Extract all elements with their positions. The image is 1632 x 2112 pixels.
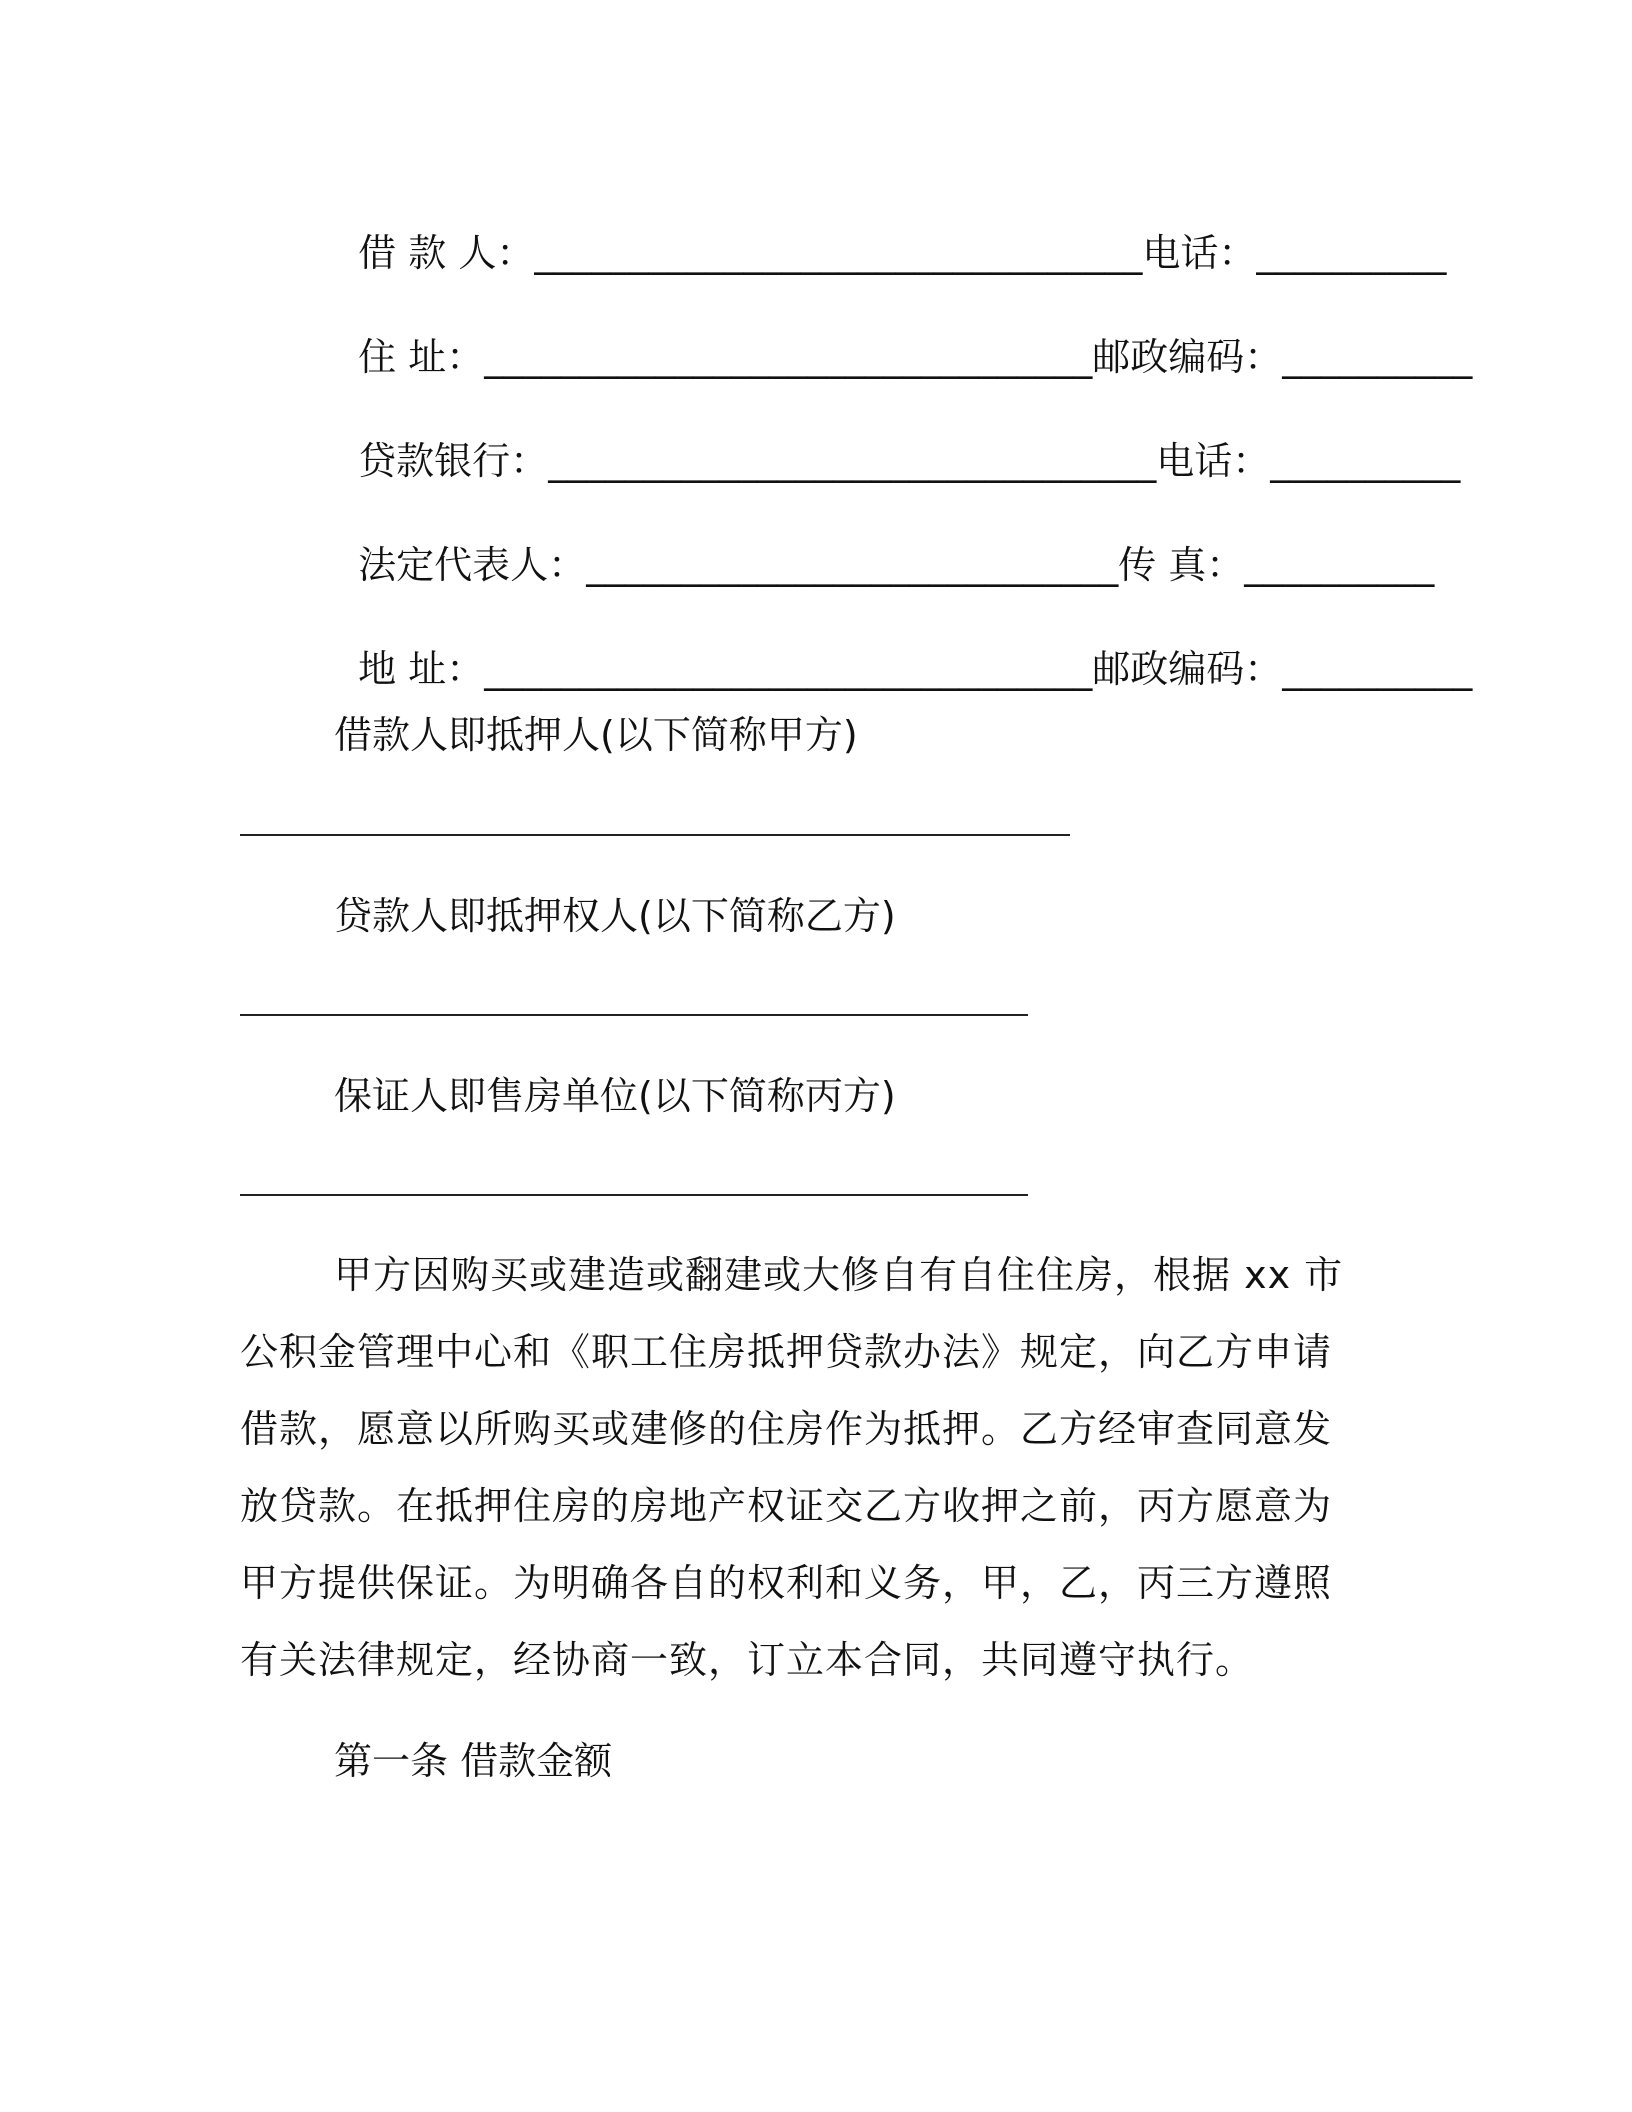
form-row-bank-address <box>334 612 1473 691</box>
party-b-label: 贷款人即抵押权人(以下简称乙方) <box>334 894 896 938</box>
address-label: 住 址： <box>358 335 485 379</box>
party-c-label: 保证人即售房单位(以下简称丙方) <box>334 1074 896 1118</box>
lending-bank-label: 贷款银行： <box>358 439 549 483</box>
fax-blank[interactable]: __________ <box>1244 543 1435 587</box>
form-row-address <box>334 300 1473 379</box>
form-row-legal-rep <box>334 508 1435 587</box>
postcode-label: 邮政编码： <box>1092 335 1283 379</box>
bank-address-label: 地 址： <box>358 647 485 691</box>
form-row-lending-bank <box>334 404 1461 483</box>
lending-bank-blank[interactable]: ________________________________ <box>548 439 1157 483</box>
borrower-label: 借 款 人： <box>358 231 535 275</box>
article-1-title: 第一条 借款金额 <box>334 1739 613 1783</box>
bank-address-blank[interactable]: ________________________________ <box>484 647 1093 691</box>
fax-label: 传 真： <box>1118 543 1245 587</box>
party-a-label: 借款人即抵押人(以下简称甲方) <box>334 713 858 757</box>
party-a-blank[interactable] <box>240 834 1070 836</box>
address-blank[interactable]: ________________________________ <box>484 335 1093 379</box>
preamble-paragraph: 甲方因购买或建造或翻建或大修自有自住住房，根据 xx 市公积金管理中心和《职工住房抵押贷款办法》规定，向乙方申请借款，愿意以所购买或建修的住房作为抵押。乙方经审查同意发放贷款。在抵押住房的房地产权证交乙方收押之前，丙方愿意为甲方提供保证。为明确各自的权利和义务，甲，乙，丙三方遵照有关法律规定，经协商一致，订立本合同，共同遵守执行。 <box>240 1253 1344 1682</box>
form-row-borrower <box>334 196 1447 275</box>
bank-postcode-blank[interactable]: __________ <box>1282 647 1473 691</box>
borrower-phone-label: 电话： <box>1142 231 1257 275</box>
borrower-phone-blank[interactable]: __________ <box>1256 231 1447 275</box>
bank-phone-label: 电话： <box>1156 439 1271 483</box>
postcode-blank[interactable]: __________ <box>1282 335 1473 379</box>
bank-postcode-label: 邮政编码： <box>1092 647 1283 691</box>
party-c-blank[interactable] <box>240 1194 1028 1196</box>
legal-rep-label: 法定代表人： <box>358 543 587 587</box>
borrower-blank[interactable]: ________________________________ <box>534 231 1143 275</box>
bank-phone-blank[interactable]: __________ <box>1270 439 1461 483</box>
party-b-blank[interactable] <box>240 1014 1028 1016</box>
legal-rep-blank[interactable]: ____________________________ <box>586 543 1119 587</box>
